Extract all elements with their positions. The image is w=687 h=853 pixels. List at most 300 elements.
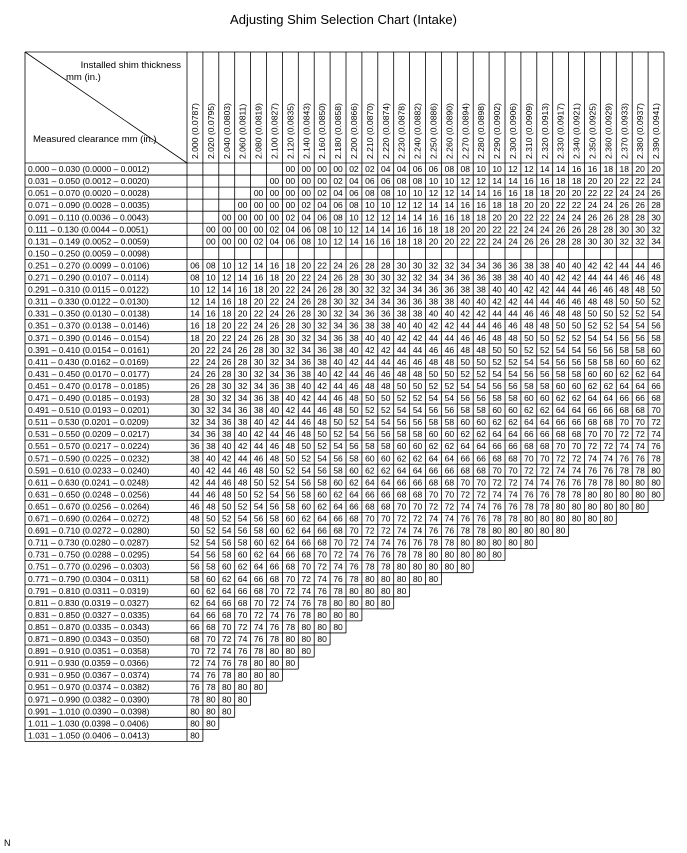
table-cell: 78 <box>460 525 470 536</box>
table-cell: 60 <box>492 405 502 416</box>
row-label: 0.251 – 0.270 (0.0099 – 0.0106) <box>28 260 150 271</box>
table-cell: 58 <box>619 344 629 355</box>
table-cell: 76 <box>349 561 359 572</box>
table-cell: 80 <box>190 706 200 717</box>
table-cell: 58 <box>508 393 518 403</box>
table-cell: 68 <box>508 453 518 464</box>
table-cell: 64 <box>285 537 296 548</box>
table-cell: 80 <box>508 537 518 548</box>
table-cell: 76 <box>396 537 407 548</box>
table-cell: 10 <box>412 188 423 199</box>
table-cell: 74 <box>237 634 248 644</box>
table-cell: 54 <box>476 380 486 391</box>
table-cell: 32 <box>412 272 423 283</box>
table-cell: 68 <box>524 441 534 452</box>
table-cell: 14 <box>492 176 502 187</box>
table-cell: 44 <box>508 308 518 319</box>
table-cell: 62 <box>396 453 407 464</box>
table-cell: 42 <box>237 441 248 452</box>
table-cell: 40 <box>444 308 455 319</box>
table-cell: 76 <box>365 549 375 560</box>
table-cell: 54 <box>253 501 264 512</box>
table-cell: 62 <box>603 380 614 391</box>
table-cell: 54 <box>381 417 391 428</box>
table-cell: 52 <box>460 368 470 379</box>
table-cell: 80 <box>603 489 614 500</box>
table-cell: 52 <box>651 296 661 307</box>
table-cell: 16 <box>222 296 232 307</box>
table-cell: 52 <box>396 393 407 403</box>
table-cell: 10 <box>444 176 455 187</box>
table-cell: 52 <box>619 308 629 319</box>
row-label: 0.731 – 0.750 (0.0288 – 0.0295) <box>28 549 150 560</box>
table-cell: 80 <box>269 646 280 657</box>
row-label: 0.971 – 0.990 (0.0382 – 0.0390) <box>28 694 150 705</box>
table-cell: 76 <box>555 477 566 488</box>
table-cell: 48 <box>444 356 455 367</box>
table-cell: 60 <box>190 585 200 596</box>
table-cell: 26 <box>603 212 614 223</box>
table-cell: 70 <box>333 537 343 548</box>
table-cell: 56 <box>555 356 566 367</box>
row-label: 0.000 – 0.030 (0.0000 – 0.0012) <box>28 164 150 175</box>
table-cell: 44 <box>412 344 423 355</box>
table-cell: 56 <box>285 489 296 500</box>
table-cell: 78 <box>476 525 486 536</box>
table-cell: 52 <box>428 380 439 391</box>
table-cell: 18 <box>524 188 534 199</box>
table-cell: 72 <box>396 513 407 524</box>
table-cell: 80 <box>619 501 629 512</box>
table-cell: 64 <box>190 609 200 620</box>
table-cell: 44 <box>301 405 311 416</box>
table-cell: 30 <box>635 224 645 235</box>
table-cell: 60 <box>206 573 216 584</box>
table-cell: 16 <box>253 272 264 283</box>
table-cell: 14 <box>206 296 216 307</box>
table-cell: 12 <box>476 176 486 187</box>
table-cell: 44 <box>222 465 232 476</box>
table-cell: 66 <box>603 405 614 416</box>
table-cell: 16 <box>524 176 534 187</box>
table-cell: 12 <box>444 188 455 199</box>
table-cell: 10 <box>381 200 391 211</box>
table-cell: 70 <box>349 525 359 536</box>
table-cell: 00 <box>253 212 264 223</box>
table-cell: 20 <box>587 176 598 187</box>
table-cell: 08 <box>317 224 327 235</box>
table-cell: 60 <box>587 368 598 379</box>
table-cell: 10 <box>222 260 232 271</box>
table-cell: 76 <box>492 501 502 512</box>
table-cell: 52 <box>365 405 375 416</box>
table-cell: 46 <box>412 356 423 367</box>
table-cell: 16 <box>381 236 391 247</box>
table-cell: 54 <box>587 332 598 343</box>
table-cell: 30 <box>222 380 232 391</box>
table-cell: 14 <box>476 188 486 199</box>
table-cell: 46 <box>651 260 661 271</box>
table-cell: 78 <box>222 670 232 681</box>
table-cell: 48 <box>555 308 566 319</box>
column-header: 2.390 (0.0941) <box>651 103 662 159</box>
table-cell: 52 <box>524 344 534 355</box>
table-cell: 24 <box>651 176 661 187</box>
table-cell: 08 <box>412 176 423 187</box>
table-cell: 74 <box>317 573 327 584</box>
table-cell: 26 <box>524 236 534 247</box>
table-cell: 78 <box>619 465 629 476</box>
table-cell: 32 <box>381 284 391 295</box>
table-cell: 54 <box>619 320 629 331</box>
table-cell: 14 <box>396 212 407 223</box>
table-cell: 52 <box>253 489 264 500</box>
table-cell: 80 <box>619 489 629 500</box>
table-cell: 56 <box>206 549 216 560</box>
table-cell: 00 <box>269 200 280 211</box>
table-cell: 16 <box>190 320 200 331</box>
table-cell: 76 <box>333 573 343 584</box>
table-cell: 36 <box>381 308 391 319</box>
table-cell: 72 <box>540 465 550 476</box>
table-cell: 32 <box>619 236 629 247</box>
table-cell: 20 <box>301 260 311 271</box>
table-cell: 50 <box>237 489 248 500</box>
row-label: 0.071 – 0.090 (0.0028 – 0.0035) <box>28 200 150 211</box>
table-cell: 70 <box>460 477 470 488</box>
table-cell: 46 <box>492 320 502 331</box>
table-cell: 30 <box>587 236 598 247</box>
table-cell: 72 <box>190 658 200 669</box>
table-cell: 68 <box>206 621 216 632</box>
table-cell: 08 <box>301 236 311 247</box>
table-cell: 50 <box>555 320 566 331</box>
column-header: 2.370 (0.0933) <box>619 103 630 159</box>
table-cell: 80 <box>222 706 232 717</box>
row-label: 0.150 – 0.250 (0.0059 – 0.0098) <box>28 248 150 259</box>
table-cell: 72 <box>651 417 661 428</box>
table-cell: 52 <box>237 501 248 512</box>
table-cell: 70 <box>222 621 232 632</box>
table-cell: 12 <box>333 236 343 247</box>
table-cell: 12 <box>190 296 200 307</box>
table-cell: 34 <box>190 429 200 440</box>
table-cell: 30 <box>285 332 296 343</box>
table-cell: 32 <box>349 296 359 307</box>
table-cell: 00 <box>301 188 311 199</box>
table-cell: 42 <box>587 260 598 271</box>
table-cell: 80 <box>333 597 343 608</box>
table-cell: 76 <box>587 465 598 476</box>
table-cell: 42 <box>253 429 264 440</box>
table-cell: 60 <box>349 465 359 476</box>
table-cell: 04 <box>285 224 296 235</box>
table-cell: 68 <box>476 465 486 476</box>
table-cell: 46 <box>317 405 327 416</box>
table-cell: 20 <box>571 188 582 199</box>
table-cell: 66 <box>365 489 375 500</box>
table-cell: 72 <box>492 477 502 488</box>
table-cell: 38 <box>412 308 423 319</box>
table-cell: 46 <box>603 284 614 295</box>
table-cell: 36 <box>444 284 455 295</box>
table-cell: 70 <box>587 429 598 440</box>
table-cell: 00 <box>301 164 311 175</box>
table-cell: 18 <box>555 176 566 187</box>
table-cell: 16 <box>587 164 598 175</box>
table-cell: 44 <box>333 380 343 391</box>
table-cell: 22 <box>460 236 470 247</box>
table-cell: 80 <box>285 634 296 644</box>
table-cell: 76 <box>269 621 280 632</box>
table-cell: 64 <box>349 489 359 500</box>
table-cell: 32 <box>428 260 439 271</box>
table-cell: 32 <box>333 308 343 319</box>
table-cell: 38 <box>365 320 375 331</box>
table-cell: 28 <box>619 212 629 223</box>
table-cell: 52 <box>555 332 566 343</box>
table-cell: 44 <box>603 272 614 283</box>
table-cell: 80 <box>317 609 327 620</box>
table-cell: 62 <box>333 489 343 500</box>
table-cell: 42 <box>555 272 566 283</box>
table-cell: 80 <box>444 561 455 572</box>
table-cell: 36 <box>317 344 327 355</box>
table-cell: 40 <box>396 320 407 331</box>
table-cell: 48 <box>476 344 486 355</box>
table-cell: 80 <box>412 561 423 572</box>
table-cell: 30 <box>365 272 375 283</box>
table-cell: 16 <box>492 188 502 199</box>
table-cell: 62 <box>237 561 248 572</box>
table-cell: 74 <box>492 489 502 500</box>
table-cell: 00 <box>222 212 232 223</box>
table-cell: 46 <box>476 332 486 343</box>
table-cell: 18 <box>444 224 455 235</box>
column-header: 2.200 (0.0866) <box>348 103 359 159</box>
table-cell: 42 <box>540 284 550 295</box>
table-cell: 64 <box>619 380 629 391</box>
table-cell: 24 <box>635 188 645 199</box>
column-header: 2.210 (0.0870) <box>364 103 375 159</box>
table-cell: 36 <box>301 356 311 367</box>
table-cell: 20 <box>508 212 518 223</box>
table-cell: 78 <box>444 537 455 548</box>
table-cell: 62 <box>365 465 375 476</box>
table-cell: 74 <box>206 658 216 669</box>
table-cell: 74 <box>190 670 200 681</box>
table-cell: 66 <box>317 525 327 536</box>
table-cell: 74 <box>412 525 423 536</box>
table-cell: 64 <box>269 549 280 560</box>
table-cell: 32 <box>301 332 311 343</box>
table-cell: 34 <box>381 296 391 307</box>
table-cell: 46 <box>460 332 470 343</box>
table-cell: 22 <box>206 344 216 355</box>
table-cell: 70 <box>206 634 216 644</box>
table-cell: 64 <box>476 441 486 452</box>
column-header: 2.320 (0.0913) <box>539 103 550 159</box>
table-cell: 24 <box>555 212 566 223</box>
table-cell: 76 <box>428 525 439 536</box>
table-cell: 76 <box>603 465 614 476</box>
row-label: 0.271 – 0.290 (0.0107 – 0.0114) <box>28 272 149 283</box>
table-cell: 78 <box>365 561 375 572</box>
table-cell: 58 <box>222 549 232 560</box>
table-cell: 46 <box>571 296 582 307</box>
table-cell: 80 <box>396 573 407 584</box>
table-cell: 52 <box>444 380 455 391</box>
table-cell: 74 <box>444 513 455 524</box>
row-label: 0.331 – 0.350 (0.0130 – 0.0138) <box>28 308 150 319</box>
table-cell: 40 <box>492 284 502 295</box>
table-cell: 68 <box>381 501 391 512</box>
table-cell: 40 <box>301 380 311 391</box>
table-cell: 20 <box>476 224 486 235</box>
table-cell: 48 <box>460 344 470 355</box>
table-cell: 80 <box>349 609 359 620</box>
table-cell: 18 <box>222 308 232 319</box>
table-cell: 22 <box>508 224 518 235</box>
table-cell: 56 <box>190 561 200 572</box>
table-cell: 66 <box>476 453 486 464</box>
table-cell: 42 <box>508 296 518 307</box>
table-cell: 00 <box>253 224 264 235</box>
table-cell: 24 <box>603 200 614 211</box>
table-cell: 14 <box>428 200 439 211</box>
table-cell: 48 <box>285 441 296 452</box>
table-cell: 70 <box>285 573 296 584</box>
table-cell: 22 <box>603 188 614 199</box>
table-cell: 60 <box>540 393 550 403</box>
table-cell: 18 <box>476 212 486 223</box>
table-cell: 64 <box>587 393 598 403</box>
table-cell: 80 <box>428 549 439 560</box>
table-cell: 34 <box>285 356 296 367</box>
table-cell: 34 <box>396 284 407 295</box>
table-cell: 34 <box>317 332 327 343</box>
table-cell: 72 <box>269 597 280 608</box>
table-cell: 58 <box>349 453 359 464</box>
table-cell: 00 <box>253 200 264 211</box>
table-cell: 68 <box>428 477 439 488</box>
table-cell: 38 <box>428 296 439 307</box>
table-cell: 80 <box>190 718 200 729</box>
table-cell: 18 <box>460 212 470 223</box>
table-cell: 24 <box>206 356 216 367</box>
table-cell: 62 <box>587 380 598 391</box>
table-cell: 76 <box>635 453 645 464</box>
table-cell: 70 <box>301 561 311 572</box>
table-cell: 36 <box>460 272 470 283</box>
table-cell: 78 <box>396 549 407 560</box>
table-cell: 42 <box>571 272 582 283</box>
table-cell: 58 <box>396 429 407 440</box>
table-cell: 80 <box>253 658 264 669</box>
table-cell: 56 <box>651 320 661 331</box>
table-cell: 56 <box>587 344 598 355</box>
table-cell: 60 <box>253 537 264 548</box>
table-cell: 54 <box>460 380 470 391</box>
table-cell: 80 <box>603 513 614 524</box>
table-cell: 54 <box>365 417 375 428</box>
table-cell: 76 <box>476 513 486 524</box>
table-cell: 52 <box>476 368 486 379</box>
table-cell: 72 <box>237 621 248 632</box>
table-cell: 66 <box>349 501 359 512</box>
table-cell: 34 <box>269 368 280 379</box>
table-cell: 74 <box>301 585 311 596</box>
table-cell: 74 <box>619 441 629 452</box>
table-cell: 48 <box>333 405 343 416</box>
table-cell: 80 <box>444 549 455 560</box>
table-cell: 46 <box>365 368 375 379</box>
table-cell: 60 <box>222 561 232 572</box>
table-cell: 22 <box>190 356 200 367</box>
table-cell: 54 <box>492 368 502 379</box>
table-cell: 00 <box>222 224 232 235</box>
table-cell: 50 <box>333 417 343 428</box>
table-cell: 58 <box>253 525 264 536</box>
table-cell: 42 <box>349 356 359 367</box>
row-label: 0.051 – 0.070 (0.0020 – 0.0028) <box>28 188 150 199</box>
table-cell: 10 <box>349 212 359 223</box>
table-cell: 32 <box>396 272 407 283</box>
table-cell: 76 <box>571 477 582 488</box>
table-cell: 68 <box>237 597 248 608</box>
table-cell: 54 <box>635 320 645 331</box>
table-cell: 28 <box>365 260 375 271</box>
table-cell: 24 <box>190 368 200 379</box>
table-cell: 50 <box>317 429 327 440</box>
table-cell: 44 <box>381 356 391 367</box>
table-cell: 38 <box>269 393 280 403</box>
table-cell: 80 <box>253 670 264 681</box>
table-cell: 70 <box>508 465 518 476</box>
table-cell: 24 <box>571 212 582 223</box>
table-cell: 68 <box>349 513 359 524</box>
table-cell: 36 <box>269 380 280 391</box>
table-cell: 26 <box>349 260 359 271</box>
table-cell: 40 <box>381 332 391 343</box>
table-cell: 24 <box>333 260 343 271</box>
table-cell: 36 <box>237 405 248 416</box>
table-cell: 56 <box>428 405 439 416</box>
row-label: 0.591 – 0.610 (0.0233 – 0.0240) <box>28 465 150 476</box>
table-cell: 68 <box>269 573 280 584</box>
table-cell: 78 <box>190 694 200 705</box>
table-cell: 74 <box>285 597 296 608</box>
table-cell: 80 <box>206 706 216 717</box>
table-cell: 38 <box>396 308 407 319</box>
table-cell: 50 <box>269 465 280 476</box>
table-cell: 46 <box>301 417 311 428</box>
table-cell: 04 <box>349 176 359 187</box>
table-cell: 34 <box>444 272 455 283</box>
table-cell: 68 <box>603 417 614 428</box>
table-cell: 72 <box>524 465 534 476</box>
table-cell: 68 <box>285 561 296 572</box>
table-cell: 80 <box>587 501 598 512</box>
table-cell: 66 <box>587 405 598 416</box>
table-cell: 14 <box>444 200 455 211</box>
table-cell: 24 <box>619 188 629 199</box>
table-cell: 22 <box>524 212 534 223</box>
table-cell: 72 <box>428 501 439 512</box>
table-cell: 16 <box>460 200 470 211</box>
table-cell: 76 <box>301 597 311 608</box>
table-cell: 52 <box>603 320 614 331</box>
